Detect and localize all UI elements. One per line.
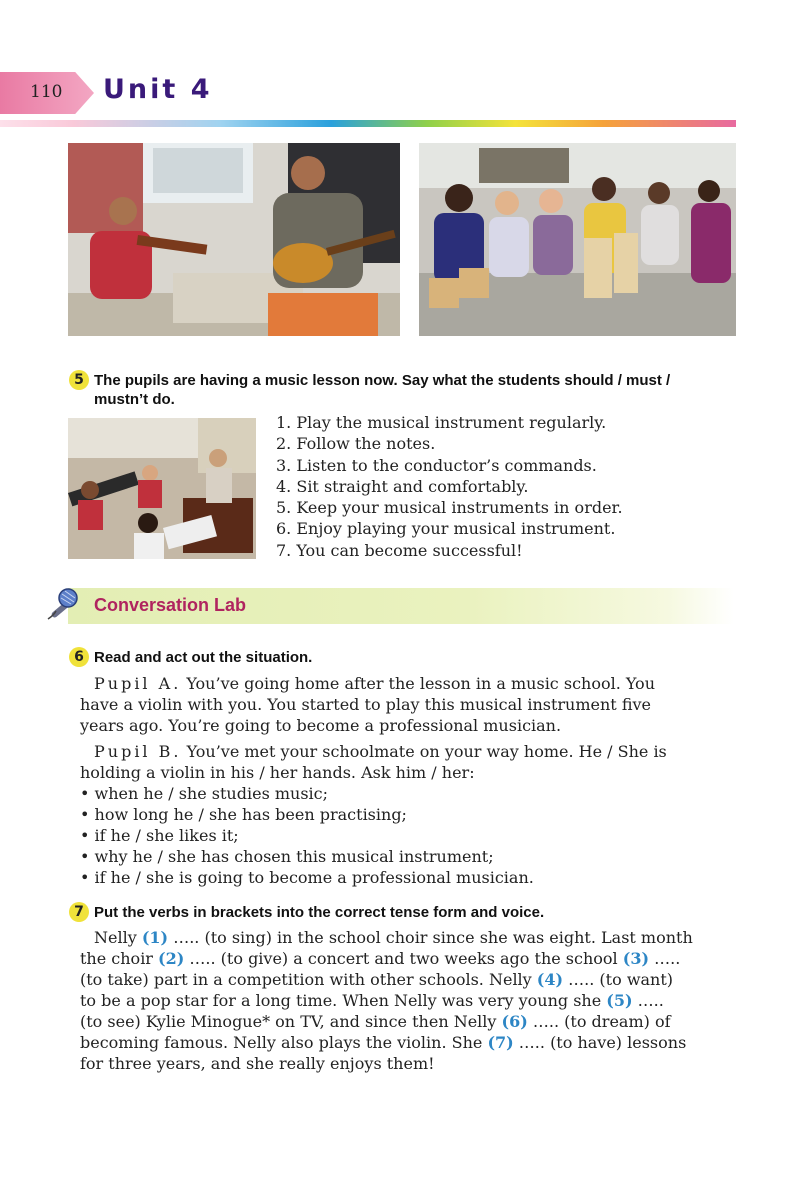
list-item: • when he / she studies music;	[80, 784, 329, 803]
gap-marker: (6)	[501, 1012, 528, 1031]
gap-marker: (7)	[487, 1033, 514, 1052]
page-number: 110	[30, 82, 63, 102]
exercise-7-instruction: Put the verbs in brackets into the correct tense form and voice.	[94, 904, 545, 921]
list-item: 7. You can become successful!	[276, 540, 523, 560]
photo-music-classroom	[68, 418, 256, 559]
exercise-7-number: 7	[69, 902, 89, 922]
conversation-lab-title: Conversation Lab	[94, 595, 247, 615]
list-item: • why he / she has chosen this musical instrument;	[80, 847, 494, 866]
microphone-icon	[44, 585, 84, 625]
gap-marker: (3)	[622, 949, 650, 968]
pupil-a-paragraph: Pupil A. You’ve going home after the lesson in a music school. You have a violin with you. You started to play this musical instrument five years ago. You’re going to become a professional musician.	[80, 674, 655, 735]
list-item: 5. Keep your musical instruments in order.	[276, 498, 623, 518]
exercise-6-instruction: Read and act out the situation.	[94, 649, 313, 666]
list-item: 3. Listen to the conductor’s commands.	[276, 455, 597, 475]
question-bullet-list	[80, 783, 744, 888]
exercise-5-instruction: The pupils are having a music lesson now. Say what the students should / must / mustn’t do.	[94, 372, 671, 408]
gap-marker: (5)	[606, 991, 633, 1010]
rainbow-divider	[0, 120, 736, 127]
list-item: • how long he / she has been practising;	[80, 805, 407, 824]
list-item: • if he / she likes it;	[80, 826, 239, 845]
list-item: 6. Enjoy playing your musical instrument.	[276, 519, 616, 539]
pupil-b-label: Pupil B.	[94, 742, 182, 761]
gap-marker: (4)	[536, 970, 564, 989]
exercise-5-number: 5	[69, 370, 89, 390]
list-item: 1. Play the musical instrument regularly.	[276, 413, 607, 432]
gap-marker: (1)	[141, 928, 169, 947]
list-item: 4. Sit straight and comfortably.	[276, 476, 529, 496]
gap-marker: (2)	[158, 949, 185, 968]
exercise-7-text: Nelly (1) ….. (to sing) in the school choir since she was eight. Last month the choir (2) ….. (to give) a concert and two weeks ago the school (3) ….. (to take) part in a competition with other schools. Nelly (4) ….. (to want) to be a pop star for a long time. When Nelly was very young she (5) ….. (to see) Kylie Minogue* on TV, and since then Nelly (6) ….. (to dream) of becoming famous. Nelly also plays the violin. She (7) ….. (to have) lessons for three years, and she really enjoys them!	[80, 928, 693, 1073]
list-item: 2. Follow the notes.	[276, 434, 436, 454]
pupil-a-label: Pupil A.	[94, 674, 182, 693]
pupil-b-paragraph: Pupil B. You’ve met your schoolmate on your way home. He / She is holding a violin in his / her hands. Ask him / her: • when he / she studies music; • how long he / she has been practising; • if he / she likes it; • why he / she has chosen this musical instrument; • if he / she is going to become a professional musician.	[94, 741, 744, 888]
unit-title: Unit 4	[103, 74, 213, 105]
photo-violin-mandolin	[68, 143, 400, 336]
exercise-6-number: 6	[69, 647, 89, 667]
exercise-5-list	[276, 412, 756, 561]
photo-drum-circle	[419, 143, 736, 336]
list-item: • if he / she is going to become a professional musician.	[80, 868, 534, 887]
